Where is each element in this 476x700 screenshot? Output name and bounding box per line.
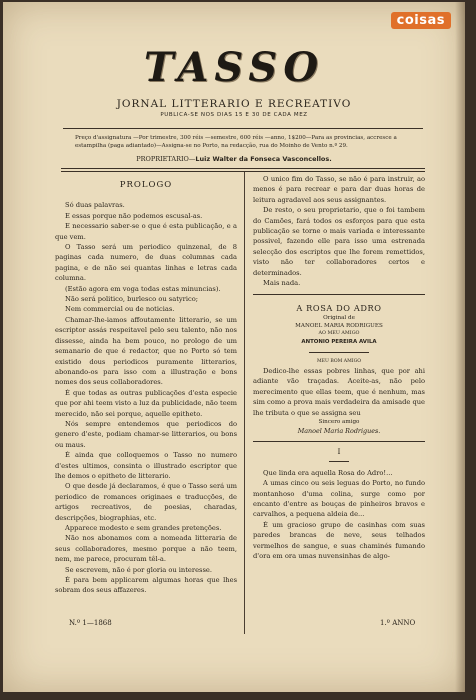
header-rule [63, 128, 423, 129]
dedication-rule [309, 352, 369, 353]
prologue-paragraph: Só duas palavras. [65, 201, 125, 210]
chapter-paragraph: Que linda era aquella Rosa do Adro!... [263, 468, 393, 477]
dedication-text: Dedico-lhe essas pobres linhas, que por ahi adiante vão traçadas. Aceite-as, não pelo merecimento que ellas teem, que é nenhum, mas sim como a prova mais verdadeira da amisade que lhe tributa o que se assigna seu [253, 366, 425, 417]
prologue-paragraph: E essas porque não podemos escusal-as. [65, 211, 203, 220]
publication-note: PUBLICA-SE NOS DIAS 15 E 30 DE CADA MEZ [160, 112, 308, 118]
dedicatee-name: ANTONIO PEREIRA AVILA [301, 338, 377, 345]
author-signature: Manoel Maria Rodrigues. [297, 426, 381, 435]
original-de-label: Original de [323, 314, 355, 321]
intro-paragraph: De resto, o seu proprietario, que o foi tambem do Camões, fará todos os esforços para que esta publicação se torne o mais variada e interessante possivel, fazendo elle para isso uma estrenada selecção dos escriptos que lhe forem remettidos, visto não ter collaboradores certos e determinados. [253, 206, 425, 277]
section-rule [253, 294, 425, 295]
prologue-paragraph: Nem commercial ou de noticias. [65, 305, 175, 314]
year-label: 1.º ANNO [380, 619, 416, 627]
issue-number: N.º 1—1868 [69, 619, 112, 627]
prologue-paragraph: Se escrevem, não é por gloria ou interesse. [65, 565, 212, 574]
prologue-paragraph: Não será politico, burlesco ou satyrico; [65, 295, 199, 304]
story-title: A ROSA DO ADRO [296, 303, 382, 314]
prologue-paragraph: É para bem applicarem algumas horas que lhes sobram dos seus affazeres. [55, 576, 237, 595]
subscription-prices: Preço d'assignatura —Por trimestre, 300 réis —semestre, 600 réis —anno, 1$200—Para as provincias, accresce a estampilha (paga adiantado)—Assigna-se no Porto, na redacção, rua do Moinho de Vento n.º 29. [75, 135, 397, 149]
prologue-paragraph: É ainda que colloquemos o Tasso no numero d'estes ultimos, consinta o illustrado escriptor que lhe demos o epitheto de litterario. [55, 451, 237, 480]
chapter-underline [329, 461, 349, 462]
column-divider [244, 172, 245, 634]
prologue-paragraph: O Tasso será um periodico quinzenal, de 8 paginas cada numero, de duas columnas cada pagina, e de não sei quantas linhas e letras cada columna. [55, 243, 237, 283]
prologue-paragraph: Apparece modesto e sem grandes pretenções. [65, 524, 222, 532]
chapter-rule [253, 441, 425, 442]
prologue-paragraph: Não nos abonamos com a nomeada litteraria de seus collaboradores, mesmo porque a não teem, nem, me parece, procuram têl-a. [55, 534, 237, 564]
header-double-rule [61, 168, 425, 172]
left-column [55, 174, 237, 596]
prologue-paragraph: E necessario saber-se o que é esta publicação, e a que vem. [55, 222, 237, 241]
ao-meu-amigo-label: AO MEU AMIGO [318, 330, 360, 336]
right-column [253, 174, 425, 561]
chapter-paragraph: A umas cinco ou seis leguas do Porto, no fundo montanhoso d'uma colina, surge como por encanto d'entre as bouças de pinheiros bravos e carvalhos, a pequena aldeia de... [253, 479, 425, 519]
owner-line [3, 155, 465, 163]
chapter-paragraph: É um gracioso grupo de casinhas com suas paredes brancas de neve, seus telhados vermelhos de sangue, e suas chaminés fumando d'ora em ora umas nuvensinhas de algo- [253, 520, 425, 560]
masthead-title: TASSO [143, 44, 325, 91]
prologue-paragraph: Nós sempre entendemos que periodicos do genero d'este, podiam chamar-se litterarios, ou bons ou maus. [55, 419, 237, 449]
owner-name: Luiz Walter da Fonseca Vasconcellos. [195, 155, 332, 163]
prologue-heading: PROLOGO [119, 180, 173, 190]
newspaper-page [3, 2, 465, 692]
prologue-paragraph: (Estão agora em voga todas estas minuncias). [65, 284, 221, 293]
intro-paragraph: Mais nada. [263, 279, 301, 288]
prologue-paragraph: O que desde já declaramos, é que o Tasso será um periodico de romances originaes e traducções, de artigos recreativos, de poesias, charadas, descripções, biographias, etc. [55, 482, 237, 522]
owner-label: PROPRIETARIO— [136, 155, 196, 163]
story-author: MANOEL MARIA RODRIGUES [295, 322, 383, 329]
prologue-paragraph: É que todas as outras publicações d'esta especie que por ahi teem visto a luz da publicidade, não teem merecido, não sei porque, aquelle epitheto. [55, 388, 237, 418]
prologue-paragraph: Chamar-lhe-iamos affoutamente litterario, se um escriptor assás respeitavel pelo seu talento, não nos dissesse, ainda ha bem pouco, no prologo de um semanario de que é redactor, que no Porto só tem existido dous periodicos puramente litterarios, abonando-os para isso com a illustração e bons nomes dos seus collaboradores. [55, 315, 237, 387]
meu-bom-amigo-label: MEU BOM AMIGO [316, 358, 362, 364]
watermark-logo: coisas [391, 12, 451, 29]
intro-paragraph: O unico fim do Tasso, se não é para instruir, ao menos é para recrear e para dar duas horas de leitura agradavel aos seus assignantes. [253, 175, 425, 204]
masthead-subtitle: JORNAL LITTERARIO E RECREATIVO [116, 98, 352, 110]
chapter-number: I [337, 447, 341, 457]
closing-text: Sincero amigo [318, 418, 360, 425]
